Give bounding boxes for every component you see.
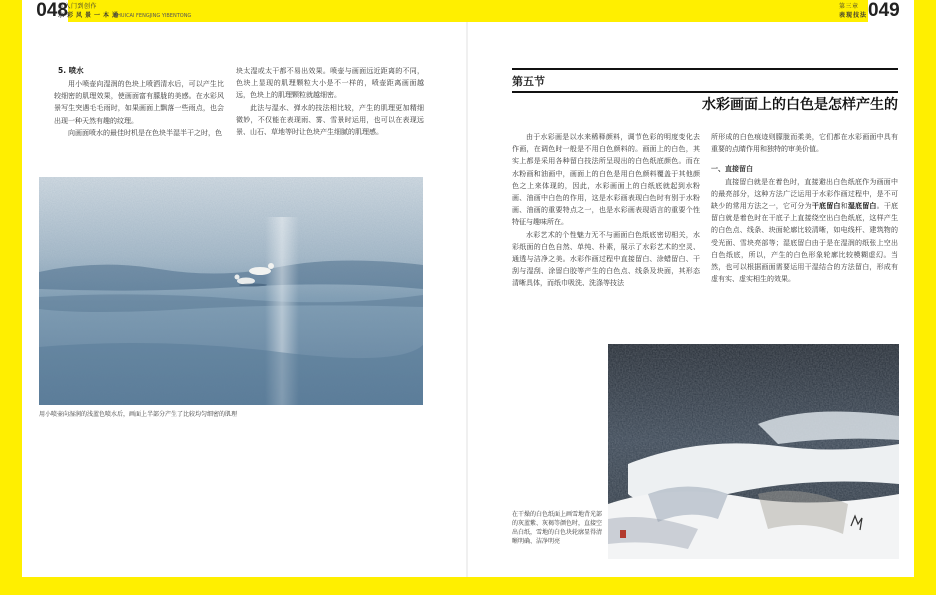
left-page-number: 048 [22, 0, 68, 22]
right-column-1 [512, 131, 700, 290]
figure-caption-snow: 在干燥的白色纸面上画雪地背光部的灰蓝紫、灰褐等颜色时，直接空出白纸，雪地的白色块轮廓显得清晰明确、洁净明亮 [512, 511, 603, 545]
figure-caption-lake: 用小喷壶向湿润的浅蓝色喷水后，画面上半部分产生了比较均匀细密的肌理 [39, 411, 238, 418]
right-column-2 [711, 131, 898, 285]
paragraph: 水彩艺术的个性魅力无不与画面白色纸底密切相关，水彩纸面的白色自然、单纯、朴素，展示了水彩艺术的空灵、通透与洁净之美。水彩作画过程中直接留白、涂蜡留白、干刮与湿刮、涂留白胶等产生的白色点、线条及块面，其形态清晰具体，而纸巾吸洗、洗涤等技法 [512, 230, 700, 288]
series-title: 从入门到创作 [58, 3, 98, 10]
right-page-number: 049 [868, 0, 914, 22]
section-number: 第五节 [512, 75, 545, 88]
subsection-heading: 一、直接留白 [711, 165, 753, 174]
subsection-heading: 5. 喷水 [58, 66, 84, 75]
emphasis-dry-reserve: 干底留白 [811, 202, 841, 211]
watercolor-snow-painting [608, 344, 899, 559]
watercolor-lake-painting [39, 177, 423, 405]
left-column-1 [54, 78, 224, 139]
paragraph: 块太湿或太干都不易出效果。喷壶与画面远近距离的不同，色块上显现的肌理颗粒大小是不一样的，喷壶距离画面越远，色块上的肌理颗粒就越细密。 [236, 67, 424, 100]
book-gutter [466, 22, 468, 577]
paragraph-text: 。干底留白就是着色时在干底子上直接绕空出白色纸底，这样产生的白色点、线条、块面轮廓比较清晰，如电线杆、建筑物的受光面、雪块亮部等；湿底留白由于是在湿润的纸张上空出白色纸底，所以，产生的白色形象轮廓比较模糊虚幻。当然，也可以根据画面需要运用干湿结合的方法留白，形成有虚有实、虚实相生的效果。 [711, 202, 899, 284]
paragraph [711, 176, 898, 286]
left-column-2 [236, 65, 424, 138]
book-title: 水彩风景一本通 [58, 12, 122, 19]
chapter-label: 第三章 [839, 3, 859, 10]
chapter-topic: 表现技法 [839, 12, 868, 19]
conjunction: 和 [840, 202, 848, 211]
section-title: 水彩画面上的白色是怎样产生的 [702, 97, 898, 113]
paragraph: 此法与湿水、弹水的技法相比较，产生的肌理更加精细微妙，不仅能在表现雨、雾、雪景时运用，也可以在表现远景、山石、草地等时让色块产生细腻的肌理感。 [236, 103, 424, 137]
emphasis-wet-reserve: 湿底留白 [847, 202, 877, 211]
paragraph: 向画面喷水的最佳时机是在色块半湿半干之时，色 [68, 128, 222, 137]
section-header-bar [512, 68, 898, 93]
paragraph: 由于水彩画是以水来稀释颜料，调节色彩的明度变化去作画，在调色时一般是不用白色颜料的。画面上的白色，其实上都是采用各种留白技法所呈现出的白色纸底颜色。而在水粉画和油画中，画面上的白色是用白色颜料覆盖于其他颜色之上来体现的，因此，水彩画面上的白纸底就起到水粉画、油画中白色的作用，这是水彩画表现白色时有别于水粉画、油画的重要特点之一，也是水彩画表现语言的重要个性特征与趣味所在。 [512, 133, 700, 227]
paragraph: 所形成的白色痕迹则朦胧而柔美，它们都在水彩画面中具有重要的点睛作用和独特的审美价值。 [711, 133, 898, 154]
paragraph-text: 直接留白就是在着色时，直接避出白色纸底作为画面中的最亮部分，这种方法广泛运用于水彩作画过程中，是不可缺少的常用方法之一，它可分为 [711, 177, 898, 211]
artist-seal [620, 530, 626, 538]
paragraph: 用小喷壶向湿润的色块上喷洒清水后，可以产生比较细密的肌理效果，使画面富有朦胧的美感。在水彩风景写生突遇毛毛雨时，如果画面上飘落一些雨点，也会出现一种天然有趣的纹理。 [54, 80, 224, 125]
book-pinyin: SHUICAI FENGJING YIBENTONG [114, 13, 192, 19]
